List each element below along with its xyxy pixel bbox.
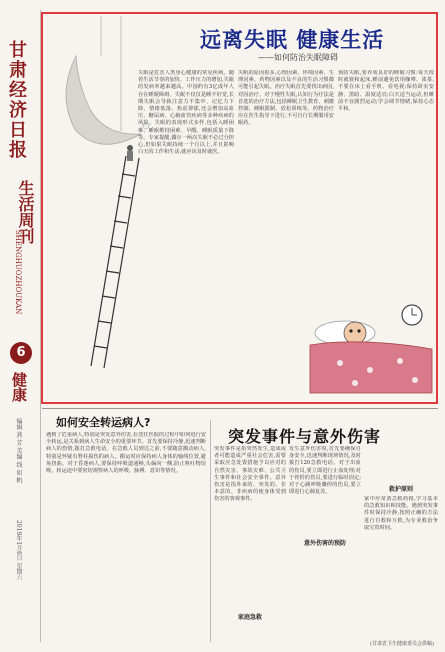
emergency-column-2: 发生意外伤害时,首先要确保自身安全,迅速判断现场情况,及时拨打120急救电话。对于出血的伤员,要立即进行止血处理;对于骨折的伤员,要进行临时固定;对于心跳呼吸骤停的伤员,要立即进行心肺复苏。: [289, 446, 361, 496]
article-column-1: 失眠是危害人类身心健康的常见疾病。随着生活节奏的加快、工作压力的增加,失眠的发病率越来越高。中国约有3亿成年人存在睡眠障碍。失眠不仅仅是睡不好觉,长期失眠会导致注意力不集中、记忆力下降、情绪低落、焦虑抑郁,还会增加高血压、糖尿病、心脑血管疾病等多种疾病的风险。失眠的表现形式多样,包括入睡困难、睡眠维持困难、早醒、睡眠质量下降等。专家提醒,偶尔一两次失眠不必过分担心,但如果失眠持续一个月以上,并且影响白天的工作和生活,就应该及时就医。: [138, 70, 234, 156]
section-divider: [42, 408, 438, 409]
article-subtitle: ——如何防治失眠障碍: [258, 53, 338, 62]
highlighted-article-box: [41, 12, 438, 404]
page-number: 6: [10, 342, 32, 364]
column-divider: [210, 420, 211, 642]
article-title: 远离失眠 健康生活: [200, 28, 385, 52]
emergency-column-1: 突发事件是指突然发生,造成或者可能造成严重社会危害,需要采取应急处置措施予以应对的自然灾害、事故灾难、公共卫生事件和社会安全事件。意外伤害是指外来的、突发的、非本意的、非疾病的使身体受到伤害的客观事件。: [214, 446, 286, 503]
article-column-2: 失眠的原因很多,心理因素、环境因素、生理因素、药物因素以及不良的生活习惯都可能引起失眠。治疗失眠首先要找出病因,对因治疗。对于慢性失眠,认知行为疗法是首选的治疗方法,包括睡眠卫生教育、刺激控制、睡眠限制、放松训练等。药物治疗应在医生指导下进行,不可自行长期服用安眠药。: [238, 70, 334, 127]
article-title-transport: 如何安全转运病人?: [56, 416, 151, 429]
sub-heading-family: 家庭急救: [237, 614, 262, 621]
section-title: 生活周刊: [16, 180, 35, 244]
article-title-emergencies: 突发事件与意外伤害: [228, 427, 382, 446]
emergency-column-3: 家中应常备急救药箱,学习基本的急救知识和技能。遇到突发事件时保持冷静,按照正确的方法进行自救和互救,为专业救治争取宝贵时间。: [364, 496, 438, 531]
issue-date: 2019年1月6日 星期六: [15, 520, 22, 581]
sub-heading-prevention: 意外伤害的预防: [303, 540, 346, 547]
article-column-3: 预防失眠,要养成良好的睡眠习惯:每天按时就寝和起床,睡前避免饮用咖啡、浓茶,不要在床上看手机、看电视;保持卧室安静、黑暗、温度适宜;白天适当运动,但睡前不宜剧烈运动;学会调节情绪,保持心态平和。: [338, 70, 434, 113]
article-body-transport: 遇到了危重病人,特别是突发意外伤害,在送往医院的过程中如何进行安全转运,是关系到病人生命安全的重要环节。首先要保持冷静,迅速判断病人的伤情,拨打急救电话。在急救人员到达之前,不要随意搬动病人,特别是怀疑有脊柱损伤的病人。搬运时应保持病人身体的轴线位置,避免扭曲。对于昏迷病人,要保持呼吸道通畅,头偏向一侧,防止呕吐物误吸。转运途中要密切观察病人的呼吸、脉搏、意识等情况。: [46, 432, 206, 475]
sub-heading-first-aid: 救护原则: [388, 486, 413, 493]
editor-info: 编辑 燕 芳 美编 线 如 帆: [15, 418, 22, 484]
column-name: 健康: [10, 372, 28, 402]
emergency-credit: (甘肃省卫生健康委员会供稿): [370, 641, 434, 647]
section-subtitle: SHENGHUOZHOUKAN: [14, 230, 22, 315]
newspaper-title: 甘肃经济日报: [6, 40, 27, 160]
masthead: [6, 40, 40, 160]
